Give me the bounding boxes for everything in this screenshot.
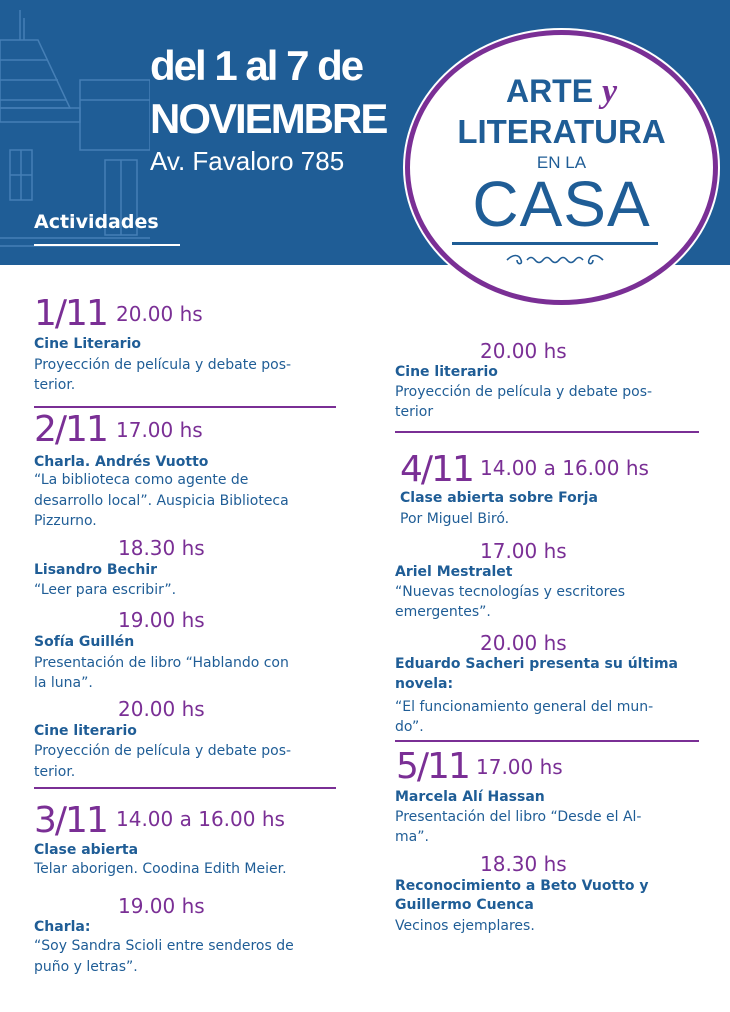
time: 14.00 a 16.00 hs <box>116 807 285 831</box>
logo-y: y <box>601 73 618 110</box>
event-description: “Soy Sandra Scioli entre senderos de <box>34 938 294 954</box>
day-3-11: 3/11 <box>34 800 107 841</box>
event-description: Presentación de libro “Hablando con <box>34 655 289 671</box>
time: 18.30 hs <box>480 852 567 876</box>
event-description: “Leer para escribir”. <box>34 582 177 598</box>
event-description: Proyección de película y debate pos- <box>34 743 292 759</box>
event-description: Por Miguel Biró. <box>400 511 510 527</box>
event-description: “Nuevas tecnologías y escritores <box>395 584 626 600</box>
logo-literatura: LITERATURA <box>457 113 666 150</box>
section-divider <box>395 740 699 742</box>
time: 20.00 hs <box>480 631 567 655</box>
time: 19.00 hs <box>118 894 205 918</box>
time: 17.00 hs <box>476 755 563 779</box>
event-description: Proyección de película y debate pos- <box>34 357 292 373</box>
section-divider <box>395 431 699 433</box>
date-range-month: NOVIEMBRE <box>150 95 387 142</box>
time: 14.00 a 16.00 hs <box>480 456 649 480</box>
event-description: “El funcionamiento general del mun- <box>395 699 654 715</box>
event-title: Eduardo Sacheri presenta su última <box>395 656 678 672</box>
event-description: terior <box>395 404 434 420</box>
event-description: desarrollo local”. Auspicia Biblioteca <box>34 493 289 509</box>
ornament-flourish-icon <box>505 253 605 267</box>
event-title: Cine Literario <box>34 336 141 352</box>
event-description: Proyección de película y debate pos- <box>395 384 653 400</box>
event-title: Charla: <box>34 919 91 935</box>
day-2-11: 2/11 <box>34 409 107 450</box>
time: 19.00 hs <box>118 608 205 632</box>
venue-address: Av. Favaloro 785 <box>150 146 345 176</box>
date-range-line1: del 1 al 7 de <box>150 42 363 89</box>
event-title: Charla. Andrés Vuotto <box>34 454 209 470</box>
event-description: terior. <box>34 764 76 780</box>
day-4-11: 4/11 <box>400 449 473 490</box>
section-divider <box>34 787 336 789</box>
time: 18.30 hs <box>118 536 205 560</box>
day-5-11: 5/11 <box>396 746 469 787</box>
event-description: Vecinos ejemplares. <box>395 918 535 934</box>
time: 17.00 hs <box>480 539 567 563</box>
logo-arte-line <box>410 73 713 111</box>
event-title: Lisandro Bechir <box>34 562 158 578</box>
time: 17.00 hs <box>116 418 203 442</box>
event-logo <box>405 30 718 305</box>
event-description: do”. <box>395 719 424 735</box>
event-description: ma”. <box>395 829 429 845</box>
event-description: terior. <box>34 377 76 393</box>
activities-underline <box>34 244 180 246</box>
event-title: Sofía Guillén <box>34 634 135 650</box>
event-title: Cine literario <box>34 723 137 739</box>
event-title: Marcela Alí Hassan <box>395 789 545 805</box>
time: 20.00 hs <box>116 302 203 326</box>
time: 20.00 hs <box>480 339 567 363</box>
logo-casa: CASA <box>472 168 651 240</box>
time: 20.00 hs <box>118 697 205 721</box>
event-description: Presentación del libro “Desde el Al- <box>395 809 642 825</box>
logo-arte: ARTE <box>505 73 594 109</box>
event-description: la luna”. <box>34 675 93 691</box>
event-title: Reconocimiento a Beto Vuotto y <box>395 878 649 894</box>
event-description: “La biblioteca como agente de <box>34 472 249 488</box>
logo-rule <box>452 242 658 245</box>
event-description: Pizzurno. <box>34 513 97 529</box>
section-divider <box>34 406 336 408</box>
logo-en-la: EN LA <box>536 153 587 172</box>
event-description: puño y letras”. <box>34 959 138 975</box>
event-title: Ariel Mestralet <box>395 564 513 580</box>
event-title: Clase abierta <box>34 842 139 858</box>
event-description: emergentes”. <box>395 604 491 620</box>
event-description: Telar aborigen. Coodina Edith Meier. <box>34 861 287 877</box>
event-title: Guillermo Cuenca <box>395 897 534 913</box>
day-1-11: 1/11 <box>34 293 107 334</box>
event-title: Cine literario <box>395 364 498 380</box>
activities-heading: Actividades <box>34 211 159 233</box>
event-title: Clase abierta sobre Forja <box>400 490 598 506</box>
event-title: novela: <box>395 676 454 692</box>
